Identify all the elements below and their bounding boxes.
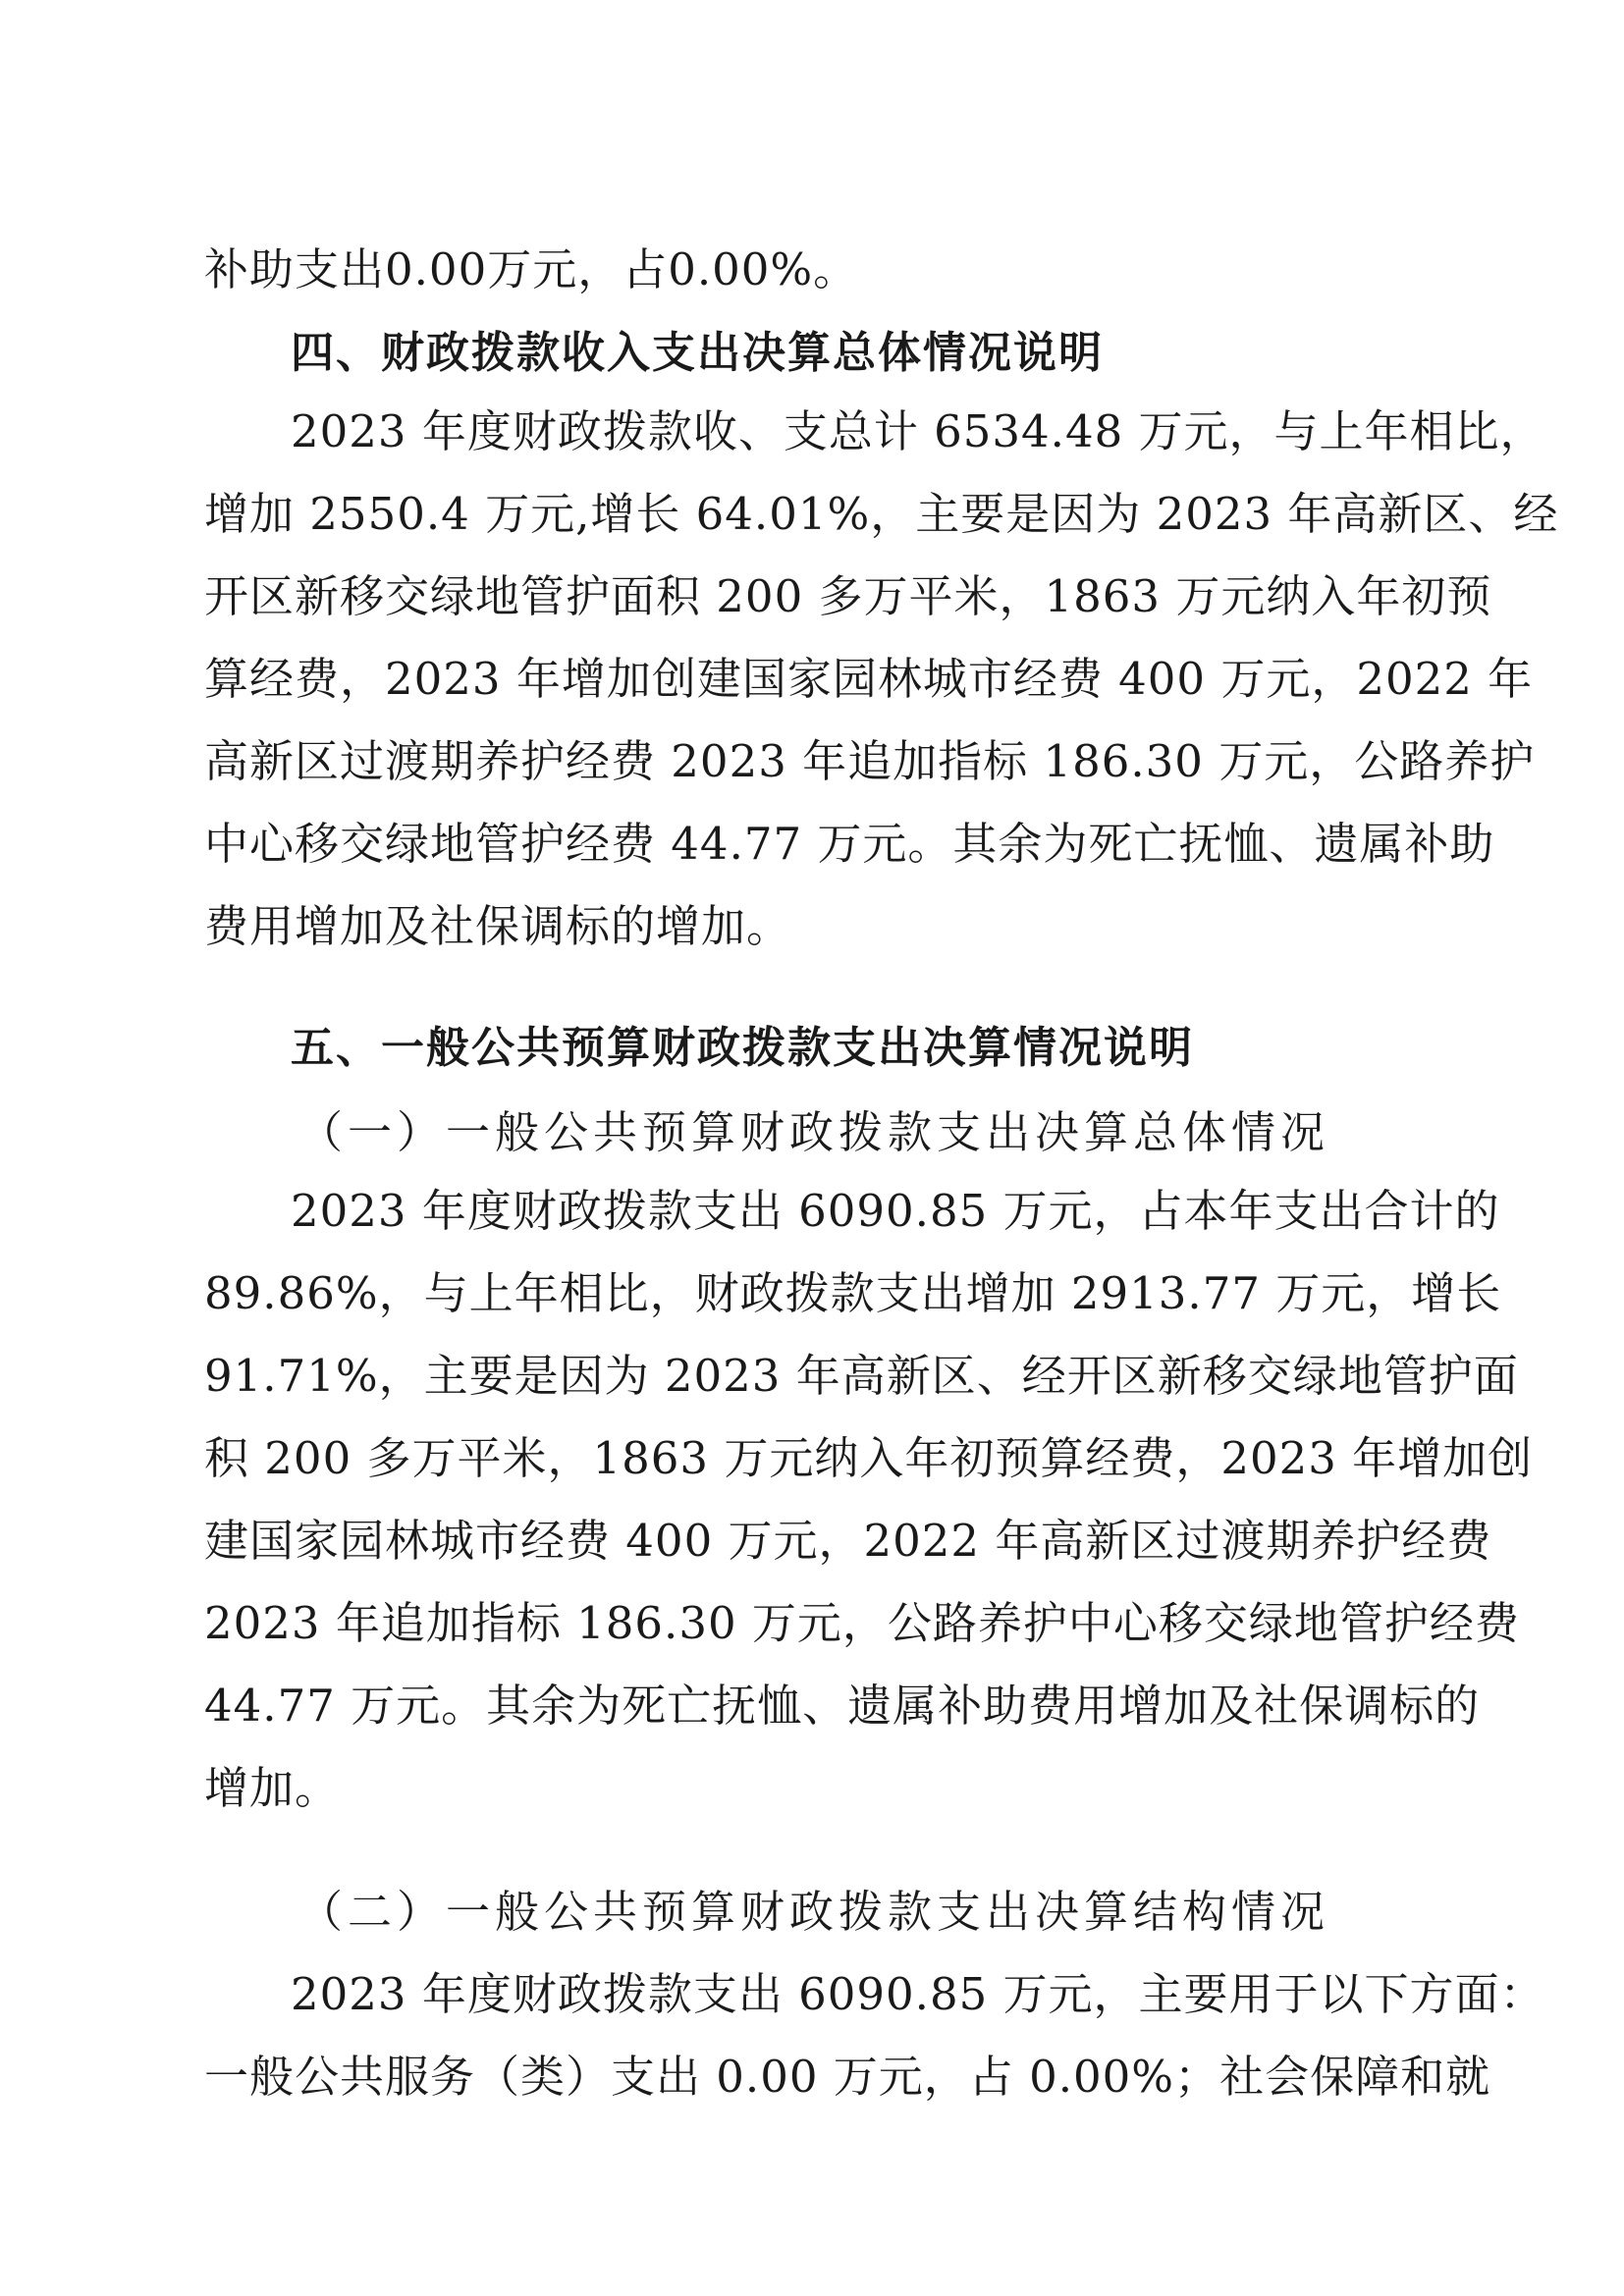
section-5-1-paragraph-line: 增加。 [204,1762,341,1814]
section-5-1-paragraph-line: 建国家园林城市经费 400 万元，2022 年高新区过渡期养护经费 [204,1515,1492,1567]
section-4-paragraph-line: 开区新移交绿地管护面积 200 多万平米，1863 万元纳入年初预 [204,570,1492,622]
section-5-1-paragraph-line: 91.71%，主要是因为 2023 年高新区、经开区新移交绿地管护面 [204,1350,1519,1402]
section-4-paragraph-line: 算经费，2023 年增加创建国家园林城市经费 400 万元，2022 年 [204,653,1534,705]
section-5-1-paragraph-line: 2023 年度财政拨款支出 6090.85 万元，占本年支出合计的 [291,1185,1500,1237]
section-5-1-paragraph-line: 44.77 万元。其余为死亡抚恤、遗属补助费用增加及社保调标的 [204,1680,1481,1732]
section-4-heading: 四、财政拨款收入支出决算总体情况说明 [291,328,1104,378]
section-5-heading: 五、一般公共预算财政拨款支出决算情况说明 [291,1023,1194,1073]
section-5-2-paragraph-line: 2023 年度财政拨款支出 6090.85 万元，主要用于以下方面： [291,1968,1545,2020]
opening-line: 补助支出0.00万元，占0.00%。 [204,243,859,295]
section-4-paragraph-line: 中心移交绿地管护经费 44.77 万元。其余为死亡抚恤、遗属补助 [204,818,1495,870]
section-4-paragraph-line: 费用增加及社保调标的增加。 [204,900,792,952]
section-5-1-heading: （一）一般公共预算财政拨款支出决算总体情况 [298,1106,1330,1158]
section-5-1-paragraph-line: 89.86%，与上年相比，财政拨款支出增加 2913.77 万元，增长 [204,1267,1502,1319]
section-4-paragraph-line: 高新区过渡期养护经费 2023 年追加指标 186.30 万元，公路养护 [204,735,1536,787]
section-5-1-paragraph-line: 2023 年追加指标 186.30 万元，公路养护中心移交绿地管护经费 [204,1597,1520,1649]
section-4-paragraph-line: 2023 年度财政拨款收、支总计 6534.48 万元，与上年相比， [291,405,1545,457]
section-4-paragraph-line: 增加 2550.4 万元,增长 64.01%，主要是因为 2023 年高新区、经 [204,488,1559,540]
section-5-2-paragraph-line: 一般公共服务（类）支出 0.00 万元，占 0.00%；社会保障和就 [204,2051,1491,2103]
section-5-1-paragraph-line: 积 200 多万平米，1863 万元纳入年初预算经费，2023 年增加创 [204,1432,1534,1484]
section-5-2-heading: （二）一般公共预算财政拨款支出决算结构情况 [298,1886,1330,1938]
